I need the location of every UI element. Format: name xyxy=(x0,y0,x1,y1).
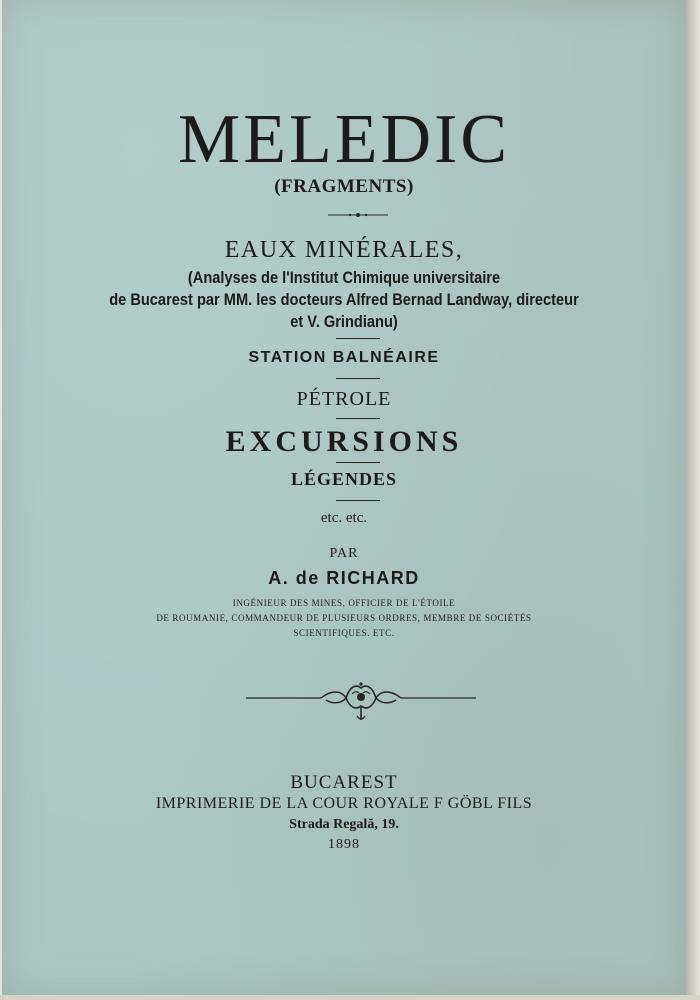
section-station-balneaire: STATION BALNÉAIRE xyxy=(248,349,440,366)
divider-rule xyxy=(336,500,380,501)
publication-year: 1898 xyxy=(328,837,360,852)
small-ornament-icon xyxy=(328,210,388,220)
author-credentials-line-2: DE ROUMANIE, COMMANDEUR DE PLUSIEURS ORDRES, MEMBRE DE SOCIÉTÉS xyxy=(156,613,532,623)
author-credentials-line-3: SCIENTIFIQUES. ETC. xyxy=(293,628,395,638)
analyses-line-2: de Bucarest par MM. les docteurs Alfred Bernad Landway, directeur xyxy=(109,290,579,309)
book-cover xyxy=(2,0,686,995)
divider-rule xyxy=(336,462,380,463)
etc-text: etc. etc. xyxy=(320,510,368,526)
analyses-line-3: et V. Grindianu) xyxy=(290,312,398,331)
book-title: MELEDIC xyxy=(177,101,511,178)
printer-name: IMPRIMERIE DE LA COUR ROYALE F GÖBL FILS xyxy=(155,795,533,812)
page-edge-bottom xyxy=(0,995,700,1000)
fleuron-ornament-icon xyxy=(246,680,476,724)
analyses-line-1: (Analyses de l'Institut Chimique universitaire xyxy=(187,268,501,287)
divider-rule xyxy=(336,378,380,379)
par-text: PAR xyxy=(329,546,359,561)
page-edge-right xyxy=(686,0,700,1000)
publication-city: BUCAREST xyxy=(290,772,398,793)
author-credentials-line-1: INGÉNIEUR DES MINES, OFFICIER DE L'ÉTOILE xyxy=(232,598,456,608)
section-petrole: PÉTROLE xyxy=(296,388,392,410)
printer-address: Strada Regală, 19. xyxy=(289,817,399,832)
section-excursions: EXCURSIONS xyxy=(225,425,463,458)
section-legendes: LÉGENDES xyxy=(290,469,398,489)
book-subtitle: (FRAGMENTS) xyxy=(274,176,414,197)
section-eaux-minerales: EAUX MINÉRALES, xyxy=(224,237,464,263)
divider-rule xyxy=(336,418,380,419)
author-name: A. de RICHARD xyxy=(268,568,420,588)
divider-rule xyxy=(336,338,380,339)
